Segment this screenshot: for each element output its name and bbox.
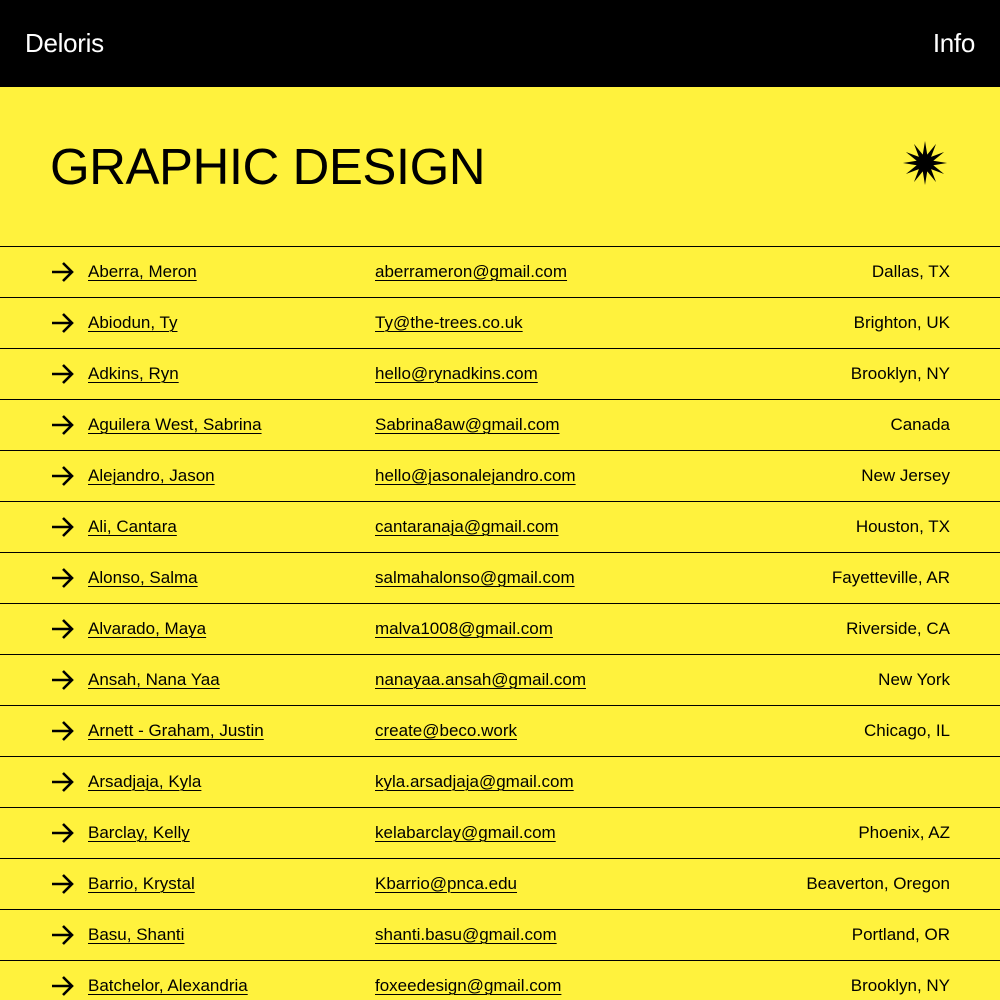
arrow-right-icon — [51, 261, 75, 283]
designer-email-link[interactable]: aberrameron@gmail.com — [375, 262, 568, 281]
site-name-link[interactable]: Deloris — [25, 28, 104, 58]
arrow-right-icon — [51, 618, 75, 640]
designer-name-link[interactable]: Alvarado, Maya — [88, 619, 207, 638]
arrow-right-icon — [51, 312, 75, 334]
arrow-right-icon — [51, 924, 75, 946]
designer-location: Brooklyn, NY — [850, 976, 950, 995]
designer-location: Chicago, IL — [864, 721, 950, 740]
info-link[interactable]: Info — [932, 28, 975, 58]
designer-name-link[interactable]: Arsadjaja, Kyla — [88, 772, 202, 791]
designer-email-link[interactable]: Ty@the-trees.co.uk — [375, 313, 523, 332]
star-burst-icon — [902, 139, 948, 187]
directory-row — [0, 655, 1000, 706]
designer-email-link[interactable]: create@beco.work — [375, 721, 517, 740]
designer-location: New Jersey — [861, 466, 950, 485]
directory-row — [0, 706, 1000, 757]
designer-email-link[interactable]: shanti.basu@gmail.com — [375, 925, 557, 944]
arrow-right-icon — [51, 414, 75, 436]
designer-email-link[interactable]: cantaranaja@gmail.com — [375, 517, 559, 536]
designer-location: Beaverton, Oregon — [806, 874, 950, 893]
designer-name-link[interactable]: Arnett - Graham, Justin — [88, 721, 264, 740]
arrow-right-icon — [51, 516, 75, 538]
directory-row — [0, 808, 1000, 859]
designer-location: Brooklyn, NY — [850, 364, 950, 383]
designer-location: Phoenix, AZ — [858, 823, 950, 842]
page-header — [0, 87, 1000, 247]
directory-row — [0, 553, 1000, 604]
designer-name-link[interactable]: Ali, Cantara — [88, 517, 177, 536]
arrow-right-icon — [51, 567, 75, 589]
designer-email-link[interactable]: Sabrina8aw@gmail.com — [375, 415, 560, 434]
arrow-right-icon — [51, 822, 75, 844]
designer-name-link[interactable]: Adkins, Ryn — [88, 364, 179, 383]
directory-row — [0, 400, 1000, 451]
arrow-right-icon — [51, 975, 75, 997]
designer-name-link[interactable]: Abiodun, Ty — [88, 313, 178, 332]
designer-location: Fayetteville, AR — [831, 568, 950, 587]
designer-email-link[interactable]: malva1008@gmail.com — [375, 619, 553, 638]
directory-row — [0, 859, 1000, 910]
directory-row — [0, 604, 1000, 655]
designer-name-link[interactable]: Barclay, Kelly — [88, 823, 190, 842]
designer-email-link[interactable]: nanayaa.ansah@gmail.com — [375, 670, 586, 689]
designer-email-link[interactable]: kyla.arsadjaja@gmail.com — [375, 772, 574, 791]
designer-location: New York — [878, 670, 950, 689]
directory-row — [0, 247, 1000, 298]
designer-email-link[interactable]: hello@jasonalejandro.com — [375, 466, 576, 485]
designer-email-link[interactable]: hello@rynadkins.com — [375, 364, 538, 383]
designer-email-link[interactable]: foxeedesign@gmail.com — [375, 976, 562, 995]
top-bar — [0, 0, 1000, 87]
designer-email-link[interactable]: Kbarrio@pnca.edu — [375, 874, 518, 893]
designer-name-link[interactable]: Ansah, Nana Yaa — [88, 670, 220, 689]
arrow-right-icon — [51, 873, 75, 895]
arrow-right-icon — [51, 363, 75, 385]
directory-row — [0, 298, 1000, 349]
directory-row — [0, 910, 1000, 961]
designer-location: Dallas, TX — [871, 262, 950, 281]
designer-location: Brighton, UK — [853, 313, 950, 332]
designer-location: Canada — [890, 415, 950, 434]
directory-row — [0, 961, 1000, 1000]
designer-location: Riverside, CA — [846, 619, 950, 638]
designer-name-link[interactable]: Aguilera West, Sabrina — [88, 415, 262, 434]
designer-name-link[interactable]: Alejandro, Jason — [88, 466, 215, 485]
designer-name-link[interactable]: Basu, Shanti — [88, 925, 185, 944]
directory-row — [0, 349, 1000, 400]
directory-row — [0, 502, 1000, 553]
designer-name-link[interactable]: Barrio, Krystal — [88, 874, 195, 893]
designer-location: Houston, TX — [855, 517, 950, 536]
designer-email-link[interactable]: kelabarclay@gmail.com — [375, 823, 556, 842]
arrow-right-icon — [51, 771, 75, 793]
directory-row — [0, 451, 1000, 502]
directory-list — [0, 247, 1000, 1000]
designer-email-link[interactable]: salmahalonso@gmail.com — [375, 568, 575, 587]
arrow-right-icon — [51, 720, 75, 742]
directory-row — [0, 757, 1000, 808]
designer-name-link[interactable]: Batchelor, Alexandria — [88, 976, 248, 995]
designer-name-link[interactable]: Alonso, Salma — [88, 568, 198, 587]
page-title: GRAPHIC DESIGN — [50, 138, 486, 195]
designer-location: Portland, OR — [851, 925, 950, 944]
designer-name-link[interactable]: Aberra, Meron — [88, 262, 197, 281]
arrow-right-icon — [51, 669, 75, 691]
arrow-right-icon — [51, 465, 75, 487]
